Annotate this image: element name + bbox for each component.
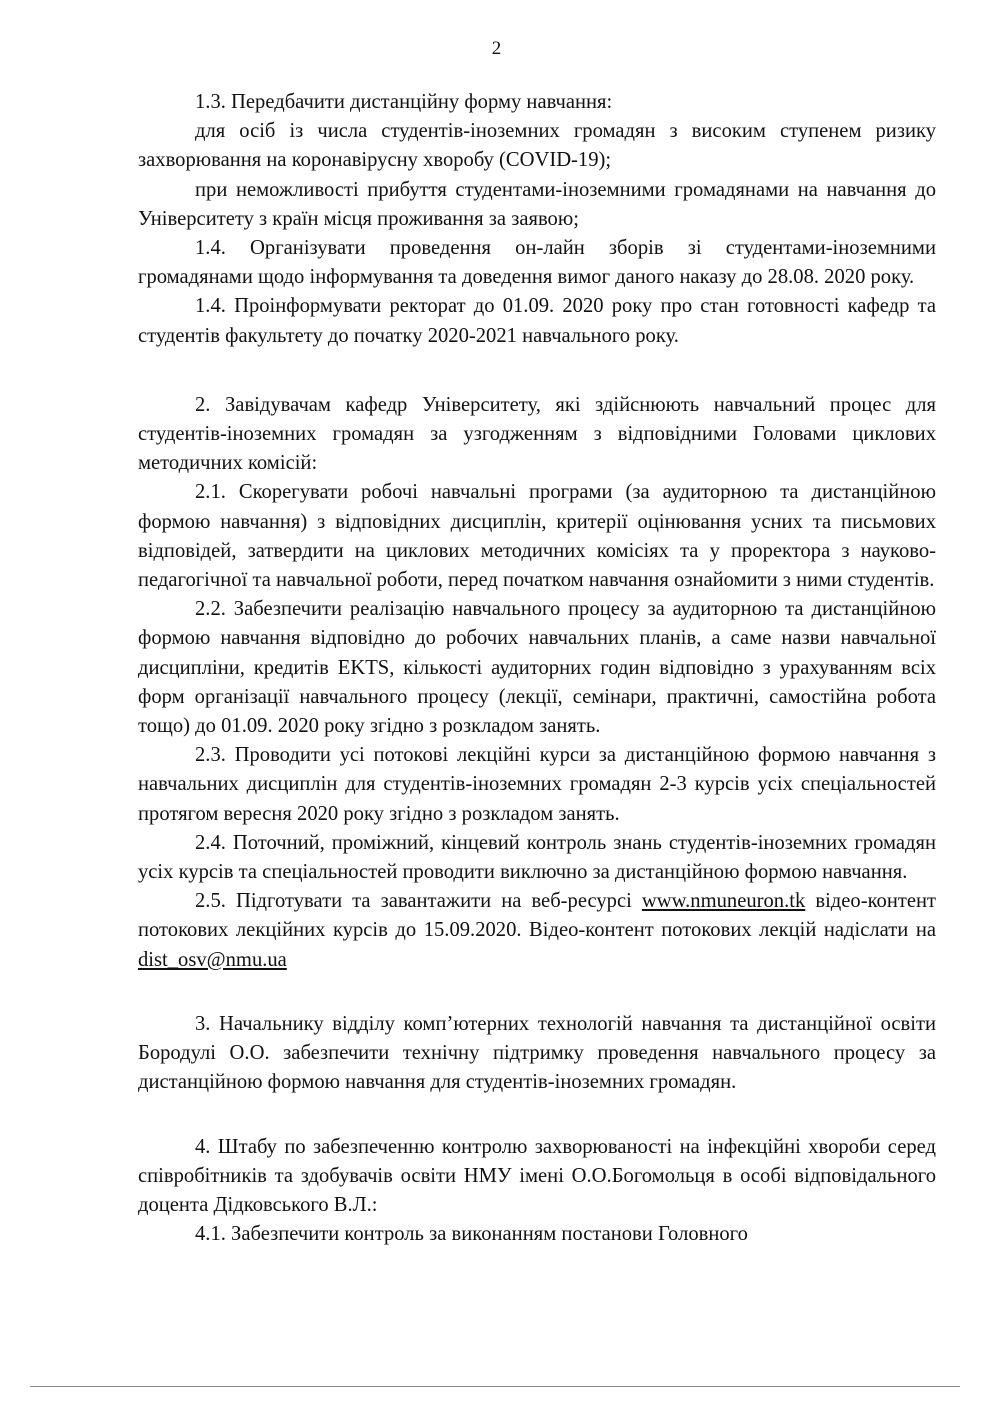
paragraph-1-4-b: 1.4. Проінформувати ректорат до 01.09. 2020 року про стан готовності кафедр та студентів факультету до початку 2020-2021 навчального року.: [138, 295, 936, 347]
section-spacer: [138, 351, 936, 391]
paragraph-2-5-text-middle: відео-контент потокових лекційних курсів до 15.09.2020. Відео-контент потокових лекцій надіслати на: [138, 890, 937, 942]
website-link[interactable]: www.nmuneuron.tk: [641, 890, 806, 913]
paragraph-2: 2. Завідувачам кафедр Університету, які здійснюють навчальний процес для студентів-іноземних громадян за узгодженням з відповідними Головами циклових методичних комісій:: [138, 393, 936, 475]
paragraph-2-4: 2.4. Поточний, проміжний, кінцевий контроль знань студентів-іноземних громадян усіх курсів та спеціальностей проводити виключно за дистанційною формою навчання.: [138, 831, 936, 884]
email-link[interactable]: dist_osv@nmu.ua: [138, 948, 287, 971]
paragraph-2-1: 2.1. Скорегувати робочі навчальні програми (за аудиторною та дистанційною формою навчання) з відповідних дисциплін, критерії оцінювання усних та письмових відповідей, затвердити на циклових методичних комісіях та у проректора з науково-педагогічної та навчальної роботи, перед початком навчання ознайомити з ними студентів.: [138, 481, 936, 592]
paragraph-4: 4. Штабу по забезпеченню контролю захворюваності на інфекційні хвороби серед співробітників та здобувачів освіти НМУ імені О.О.Богомольця в особі відповідального доцента Дідковського В.Л.:: [138, 1135, 936, 1216]
paragraph-1-3-item-b: при неможливості прибуття студентами-іноземними громадянами на навчання до Університету з країн місця проживання за заявою;: [138, 178, 936, 230]
paragraph-3: 3. Начальнику відділу комп’ютерних технологій навчання та дистанційної освіти Бородулі О.О. забезпечити технічну підтримку проведення навчального процесу за дистанційною формою навчання для студентів-іноземних громадян.: [138, 1012, 936, 1094]
page-bottom-divider: [30, 1386, 960, 1387]
section-spacer: [138, 1098, 936, 1133]
paragraph-2-2: 2.2. Забезпечити реалізацію навчального процесу за аудиторною та дистанційною формою навчання відповідно до робочих навчальних планів, а саме назви навчальної дисципліни, кредитів EKTS, кількості аудиторних годин відповідно з урахуванням всіх форм організації навчального процесу (лекції, семінари, практичні, самостійна робота тощо) до 01.09. 2020 року згідно з розкладом занять.: [138, 598, 936, 738]
paragraph-4-1: 4.1. Забезпечити контроль за виконанням постанови Головного: [195, 1223, 748, 1246]
section-spacer: [138, 975, 936, 1010]
paragraph-2-5: [138, 887, 936, 975]
paragraph-1-3-item-a: для осіб із числа студентів-іноземних громадян з високим ступенем ризику захворювання на коронавірусну хворобу (COVID-19);: [138, 120, 936, 172]
paragraph-1-4-a: 1.4. Організувати проведення он-лайн зборів зі студентами-іноземними громадянами щодо інформування та доведення вимог даного наказу до 28.08. 2020 року.: [138, 237, 936, 289]
paragraph-2-5-text-before: 2.5. Підготувати та завантажити на веб-ресурсі: [195, 890, 642, 913]
page-number: 2: [491, 38, 502, 59]
paragraph-1-3-title: 1.3. Передбачити дистанційну форму навчання:: [195, 91, 613, 113]
paragraph-2-3: 2.3. Проводити усі потокові лекційні курси за дистанційною формою навчання з навчальних дисциплін для студентів-іноземних громадян 2-3 курсів усіх спеціальностей протягом вересня 2020 року згідно з розкладом занять.: [138, 744, 936, 825]
document-body: [138, 88, 936, 1249]
